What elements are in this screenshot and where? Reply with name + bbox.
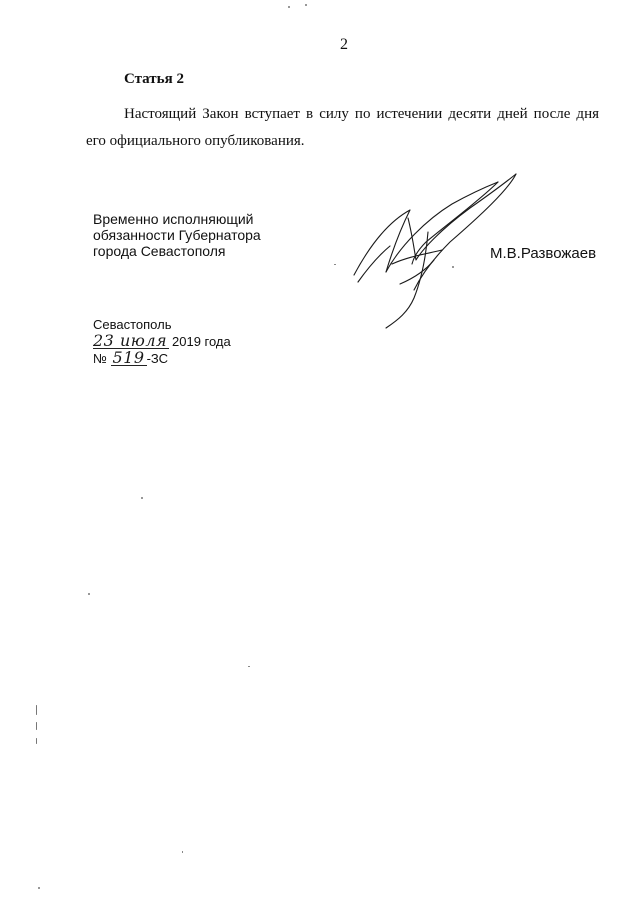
issue-number-line <box>93 350 231 367</box>
issue-year: 2019 года <box>172 334 231 349</box>
body-paragraph: Настоящий Закон вступает в силу по истечении десяти дней после дня его официального опубликования. <box>86 106 599 149</box>
scan-speck <box>288 6 290 8</box>
scan-speck <box>452 266 454 268</box>
scan-speck <box>36 722 37 730</box>
signature-stroke-3 <box>412 182 498 264</box>
signature-stroke-8 <box>400 260 434 284</box>
scan-speck <box>248 666 250 667</box>
signatory-name: М.В.Развожаев <box>490 245 597 262</box>
scan-speck <box>334 264 336 265</box>
scan-speck <box>182 851 183 853</box>
signature-stroke-9 <box>358 246 390 282</box>
issue-block <box>93 317 231 367</box>
signature-stroke-1 <box>354 210 410 275</box>
signature-stroke-2 <box>386 182 498 272</box>
issue-city: Севастополь <box>93 317 172 332</box>
issue-number-handwritten: 519 <box>112 348 145 367</box>
scan-speck <box>141 497 143 499</box>
signatory-title-line-1: Временно исполняющий <box>93 211 254 227</box>
issue-number-prefix: № <box>93 351 107 366</box>
issue-number-suffix: -ЗС <box>146 351 169 366</box>
signature-stroke-5 <box>414 174 516 290</box>
scan-speck <box>36 705 37 715</box>
page-number: 2 <box>340 36 348 53</box>
scan-speck <box>88 593 90 595</box>
scan-speck <box>305 4 307 6</box>
signatory-title-line-2: обязанности Губернатора <box>93 227 261 243</box>
article-heading: Статья 2 <box>124 71 184 87</box>
signatory-title-block <box>93 211 261 259</box>
signatory-title-line-3: города Севастополя <box>93 243 226 259</box>
scan-speck <box>36 738 37 744</box>
scan-speck <box>38 887 40 889</box>
issue-date-handwritten: 23 июля <box>93 331 168 350</box>
